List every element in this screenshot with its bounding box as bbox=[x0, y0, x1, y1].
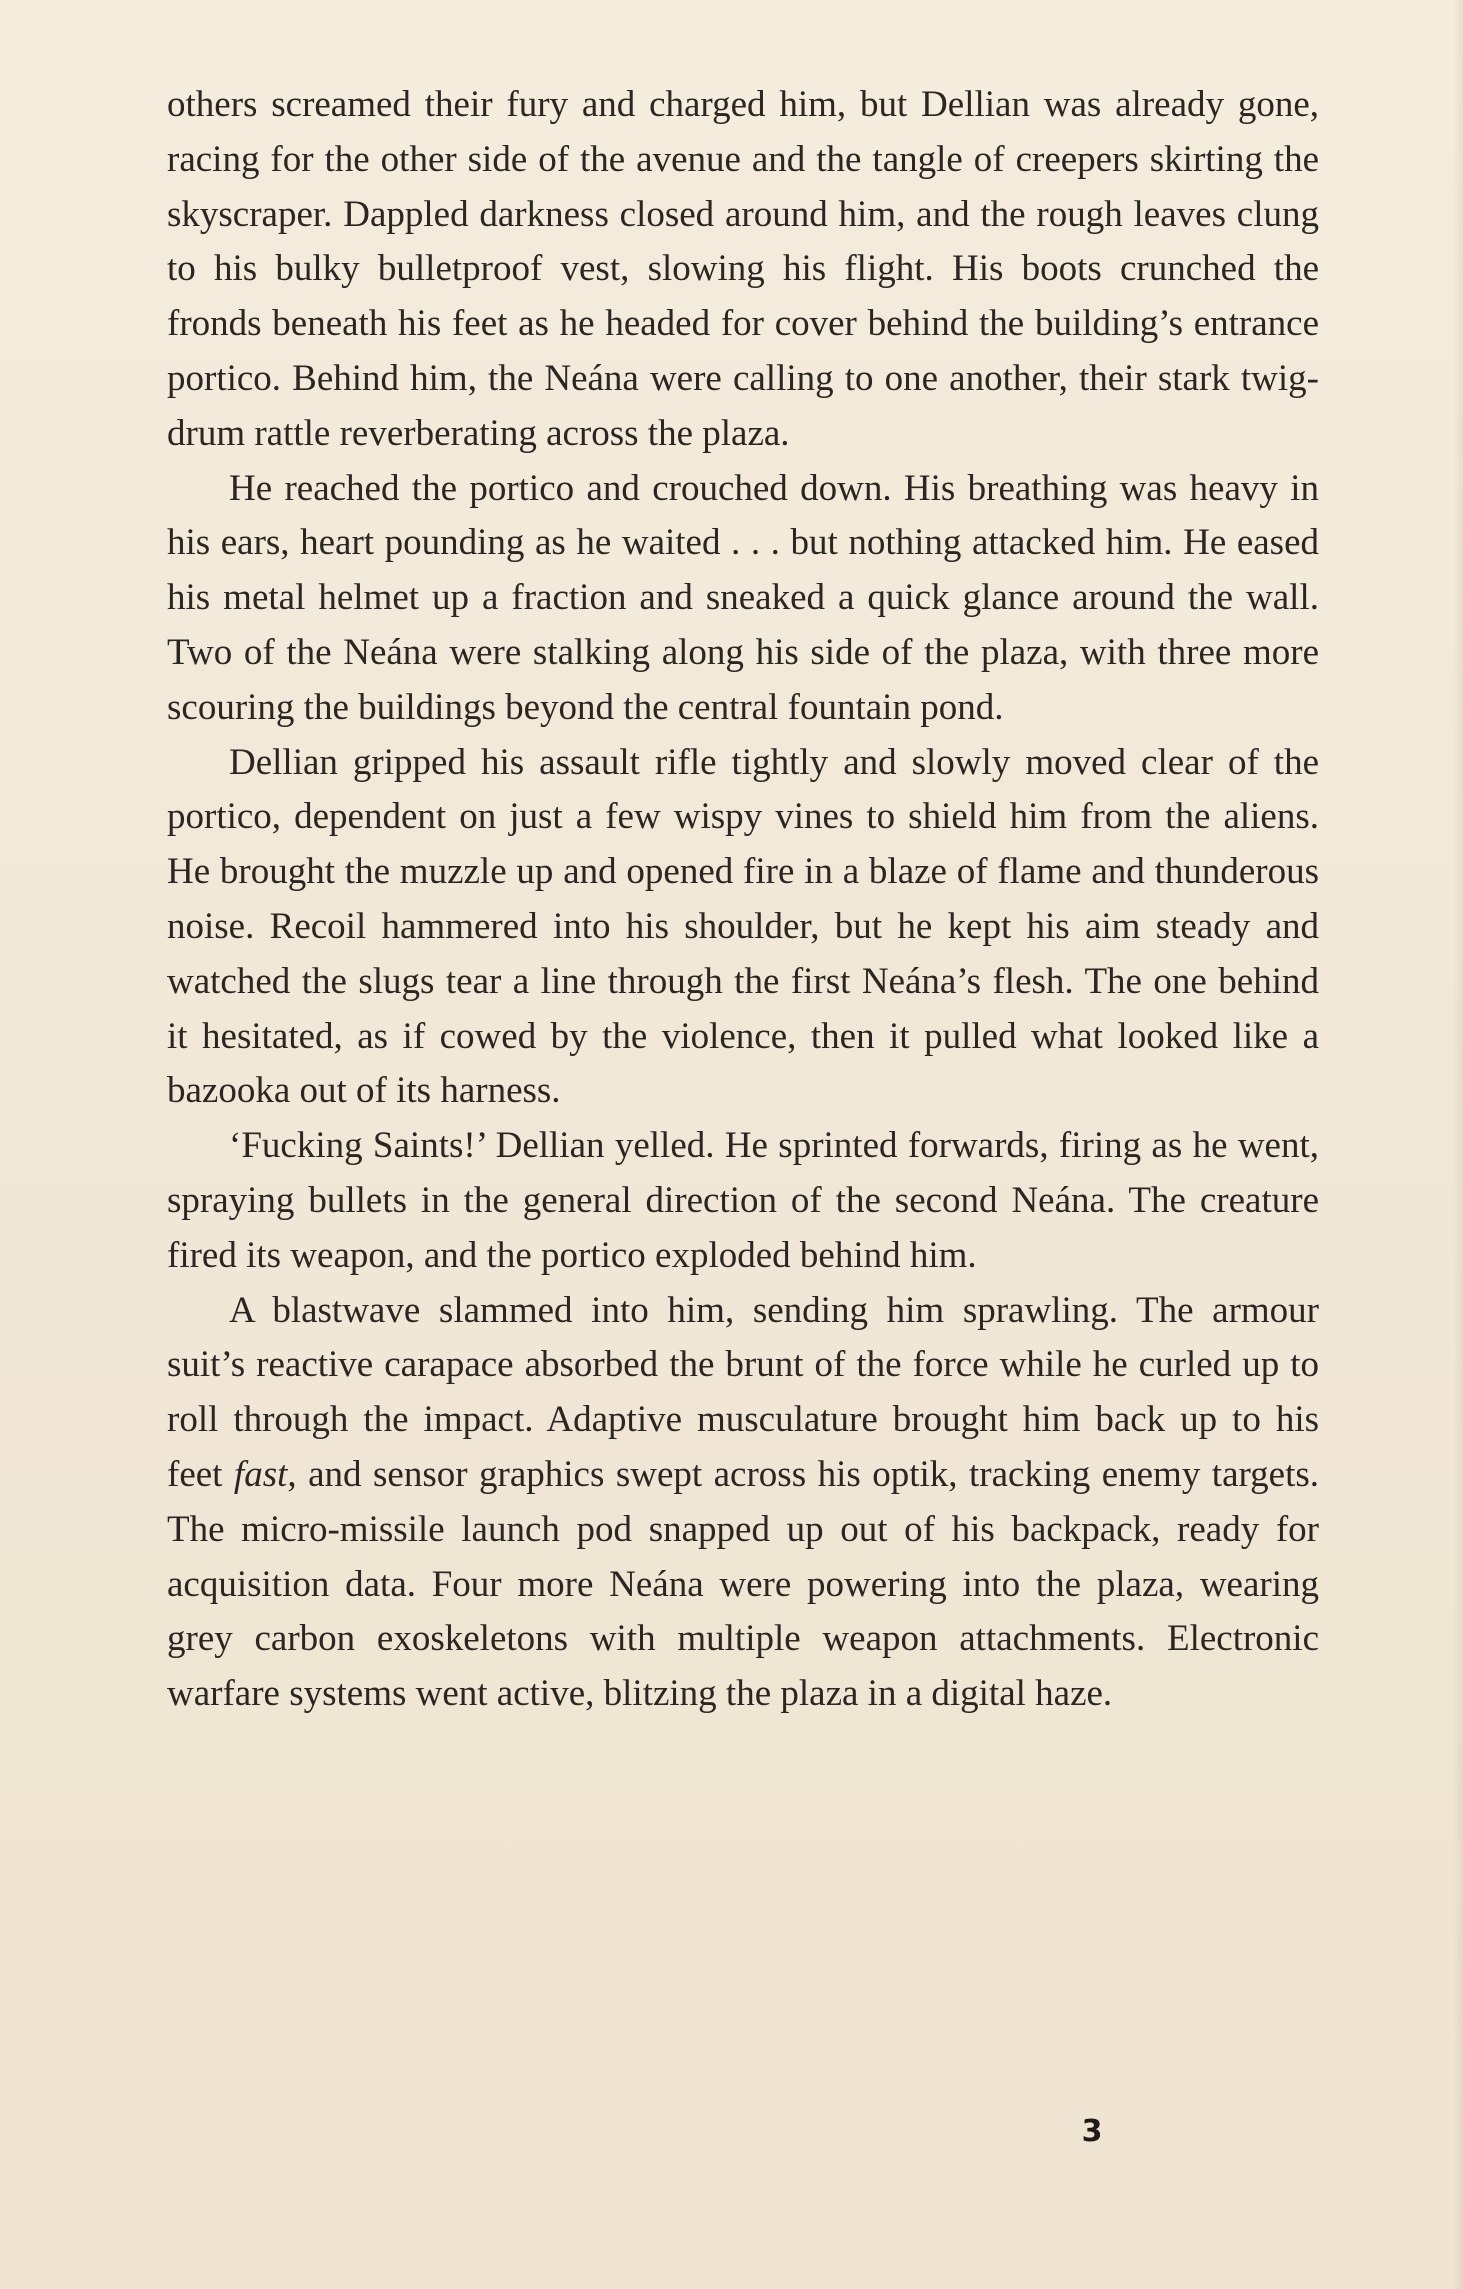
page-number: 3 bbox=[1081, 2114, 1103, 2149]
body-text bbox=[167, 78, 1319, 1722]
paragraph-4: ‘Fucking Saints!’ Dellian yelled. He sprinted forwards, firing as he went, spraying bullets in the general direction of the second Neána. The creature fired its weapon, and the portico exploded behind him. bbox=[167, 1125, 1319, 1276]
paragraph-3: Dellian gripped his assault rifle tightly and slowly moved clear of the portico, dependent on just a few wispy vines to shield him from the aliens. He brought the muzzle up and opened fire in a blaze of flame and thunderous noise. Recoil hammered into his shoulder, but he kept his aim steady and watched the slugs tear a line through the first Neána’s flesh. The one behind it hesitated, as if cowed by the violence, then it pulled what looked like a bazooka out of its harness. bbox=[167, 741, 1319, 1112]
paragraph-5 bbox=[167, 1284, 1319, 1722]
paragraph-1: others screamed their fury and charged him, but Dellian was already gone, racing for the other side of the avenue and the tangle of creepers skirting the skyscraper. Dappled darkness closed around him, and the rough leaves clung to his bulky bulletproof vest, slowing his flight. His boots crunched the fronds beneath his feet as he headed for cover behind the building’s entrance portico. Behind him, the Neána were calling to one another, their stark twig-drum rattle reverberating across the plaza. bbox=[167, 84, 1319, 454]
page-edge-shadow bbox=[1453, 0, 1463, 2289]
paragraph-5-italic: fast bbox=[233, 1453, 288, 1495]
paragraph-5-start: A blastwave slammed into him, sending him sprawling. The armour suit’s reactive carapace absorbed the brunt of the force while he curled up to roll through the impact. Adaptive musculature brought him back up to his feet bbox=[167, 1289, 1319, 1495]
paragraph-5-end: , and sensor graphics swept across his optik, tracking enemy targets. The micro-missile launch pod snapped up out of his backpack, ready for acquisition data. Four more Neána were powering into the plaza, wearing grey carbon exoskeletons with multiple weapon attachments. Electronic warfare systems went active, blitzing the plaza in a digital haze. bbox=[167, 1453, 1319, 1715]
paragraph-2: He reached the portico and crouched down. His breathing was heavy in his ears, heart pounding as he waited . . . but nothing attacked him. He eased his metal helmet up a fraction and sneaked a quick glance around the wall. Two of the Neána were stalking along his side of the plaza, with three more scouring the buildings beyond the central fountain pond. bbox=[167, 467, 1319, 728]
